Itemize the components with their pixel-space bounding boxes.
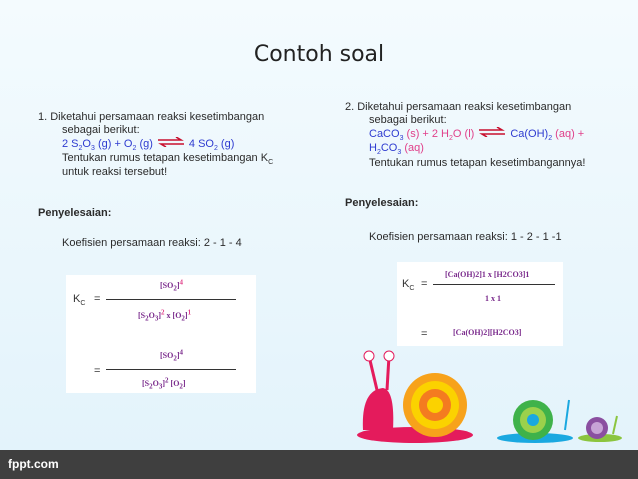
- q1-line4: Tentukan rumus tetapan kesetimbangan $K_C$: [62, 152, 274, 167]
- q2-line1: 2. Diketahui persamaan reaksi kesetimbangan: [345, 101, 572, 113]
- q2-kc-symbol: $K_C$: [402, 278, 415, 293]
- snail-illustration: [355, 350, 625, 445]
- q2-numerator: [Ca(OH)2]1 x [H2CO3]1: [445, 270, 530, 279]
- q2-fraction-bar: [433, 284, 555, 285]
- q1-coefficients: Koefisien persamaan reaksi: 2 - 1 - 4: [62, 237, 242, 249]
- q2-equation-line2: $H_2CO_3$ (aq): [369, 142, 424, 157]
- q1-line2: sebagai berikut:: [62, 124, 140, 136]
- q2-line2: sebagai berikut:: [369, 114, 447, 126]
- q1-kc-symbol: $K_C$: [73, 293, 86, 308]
- q2-result: [Ca(OH)2][H2CO3]: [453, 328, 522, 337]
- q1-kc-formula-panel: [66, 275, 256, 393]
- footer-bar: [0, 450, 638, 479]
- slide-title: Contoh soal: [253, 42, 385, 67]
- q1-line5: untuk reaksi tersebut!: [62, 166, 168, 178]
- q1-fraction-bar-2: [106, 369, 236, 370]
- q1-equals-1: =: [94, 293, 101, 305]
- q2-line4: Tentukan rumus tetapan kesetimbangannya!: [369, 157, 586, 169]
- q2-solution-label: Penyelesaian:: [345, 197, 419, 209]
- q1-fraction-bar-1: [106, 299, 236, 300]
- q2-coefficients: Koefisien persamaan reaksi: 1 - 2 - 1 -1: [369, 231, 562, 243]
- equilibrium-arrow-icon: [157, 137, 185, 151]
- q1-numerator-2: $[SO_2]^4$: [160, 348, 184, 363]
- q1-equation: 2 $S_2O_3$ $(g) + O_2$ (g) 4 $SO_2$ (g): [62, 137, 235, 153]
- q2-equals-1: =: [421, 278, 428, 290]
- equilibrium-arrow-icon: [478, 127, 506, 141]
- footer-brand: fppt.com: [8, 457, 59, 471]
- q1-denominator-2: $[S_2O_3]^2$ $[O_2]$: [142, 376, 186, 391]
- q2-denominator: 1 x 1: [485, 294, 501, 303]
- q2-equation-line1: CaCO$_3$ (s) + 2 $H_2O$ (l) $Ca(OH)_2$ (aq) +: [369, 127, 585, 143]
- q1-line1: 1. Diketahui persamaan reaksi kesetimbangan: [38, 111, 265, 123]
- q2-kc-formula-panel: [397, 262, 563, 346]
- medium-snail-icon: [497, 400, 573, 443]
- q2-equals-2: =: [421, 328, 428, 340]
- q1-solution-label: Penyelesaian:: [38, 207, 112, 219]
- large-snail-icon: [357, 351, 473, 443]
- q1-denominator-1: $[S_2O_3]^2$ x $[O_2]^1$: [138, 308, 192, 323]
- q1-equals-2: =: [94, 365, 101, 377]
- q1-numerator-1: $[SO_2]^4$: [160, 278, 184, 293]
- small-snail-icon: [578, 416, 622, 442]
